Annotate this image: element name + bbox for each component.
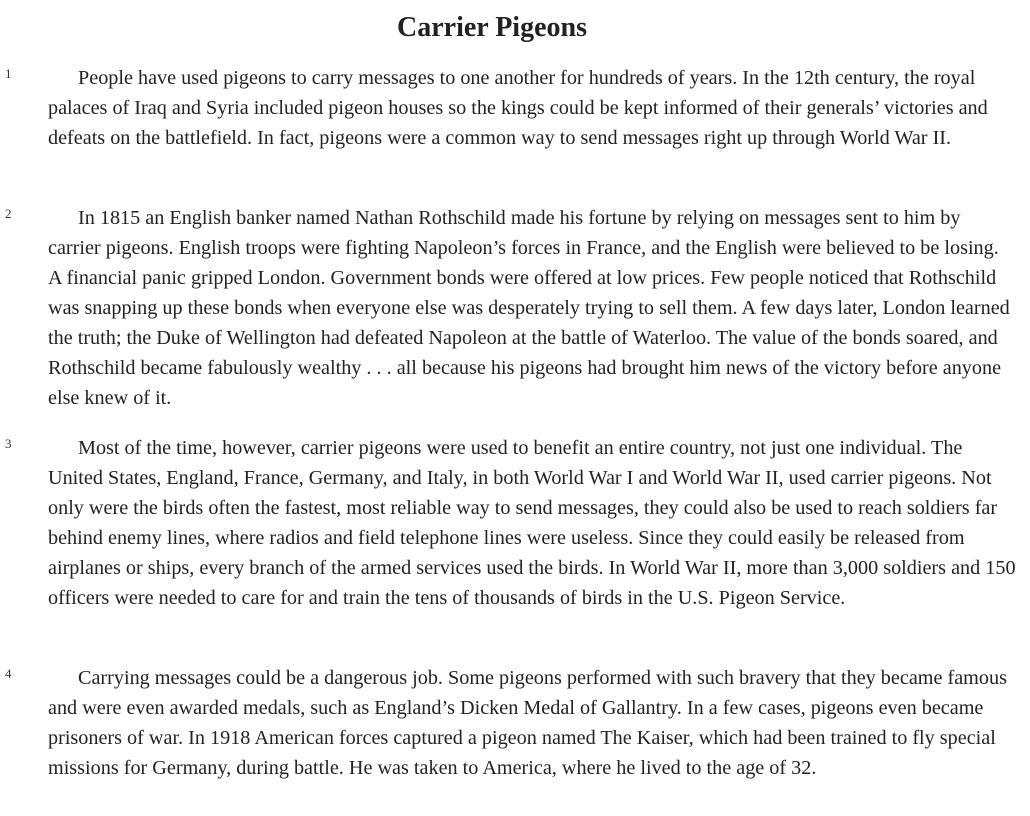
paragraph-text: Most of the time, however, carrier pigeons were used to benefit an entire country, not just one individual. The United States, England, France, Germany, and Italy, in both World War I and World War II, used carrier pigeons. Not only were the birds often the fastest, most reliable way to send messages, they could also be used to reach soldiers far behind enemy lines, where radios and field telephone lines were useless. Since they could easily be released from airplanes or ships, every branch of the armed services used the birds. In World War II, more than 3,000 soldiers and 150 officers were needed to care for and train the tens of thousands of birds in the U.S. Pigeon Service. <box>48 437 1016 609</box>
paragraph-number: 3 <box>5 436 12 451</box>
paragraph-number: 2 <box>5 206 12 221</box>
paragraph-text: Carrying messages could be a dangerous job. Some pigeons performed with such bravery that they became famous and were even awarded medals, such as England’s Dicken Medal of Gallantry. In a few cases, pigeons even became prisoners of war. In 1918 American forces captured a pigeon named The Kaiser, which had been trained to fly special missions for Germany, during battle. He was taken to America, where he lived to the age of 32. <box>48 667 1007 779</box>
document-title: Carrier Pigeons <box>397 12 587 43</box>
paragraph-text: In 1815 an English banker named Nathan Rothschild made his fortune by relying on messages sent to him by carrier pigeons. English troops were fighting Napoleon’s forces in France, and the English were believed to be losing. A financial panic gripped London. Government bonds were offered at low prices. Few people noticed that Rothschild was snapping up these bonds when everyone else was desperately trying to sell them. A few days later, London learned the truth; the Duke of Wellington had defeated Napoleon at the battle of Waterloo. The value of the bonds soared, and Rothschild became fabulously wealthy . . . all because his pigeons had brought him news of the victory before anyone else knew of it. <box>48 207 1010 409</box>
paragraph-number: 4 <box>5 666 12 681</box>
paragraph-number: 1 <box>5 66 12 81</box>
paragraph-text: People have used pigeons to carry messages to one another for hundreds of years. In the 12th century, the royal palaces of Iraq and Syria included pigeon houses so the kings could be kept informed of their generals’ victories and defeats on the battlefield. In fact, pigeons were a common way to send messages right up through World War II. <box>48 67 988 149</box>
